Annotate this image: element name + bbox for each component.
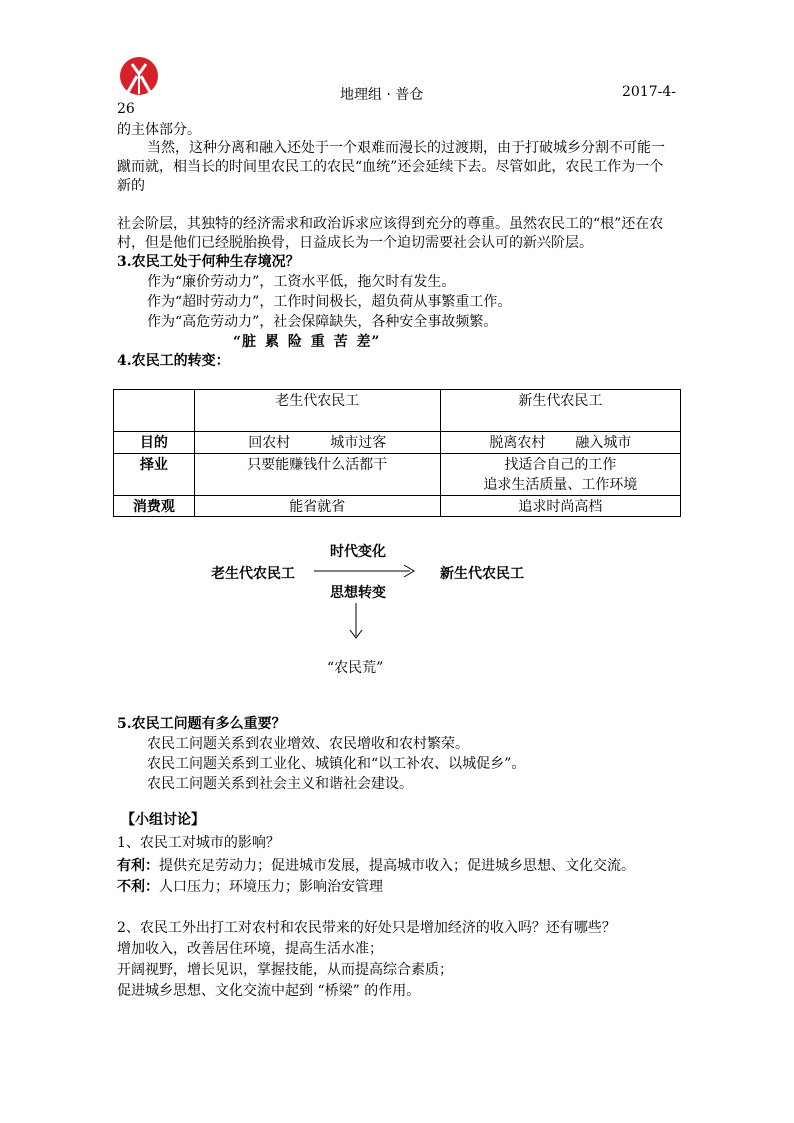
table-cell: 追求时尚高档 [440,496,680,517]
cell-text: 回农村 [248,435,291,451]
table-row [114,390,681,432]
slogan-word: 重 [310,334,326,350]
discussion-answer: 增加收入，改善居住环境，提高生活水准； [117,941,383,957]
discussion-heading: 【小组讨论】 [121,812,205,828]
para1-line6: 村，但是他们已经脱胎换骨，日益成长为一个迫切需要社会认可的新兴阶层。 [117,235,593,251]
section3-item: 作为“廉价劳动力”，工资水平低，拖欠时有发生。 [147,274,456,290]
table-cell [440,432,680,454]
discussion-pro [117,855,635,875]
slogan-word: 差” [356,334,381,350]
slogan-word: 苦 [333,334,349,350]
section5-item: 农民工问题关系到工业化、城镇化和“以工补农、以城促乡”。 [147,756,526,772]
cell-text: 脱离农村 [489,435,546,451]
table-corner-cell [114,390,195,432]
school-logo-icon [119,56,159,96]
discussion-q1: 1、农民工对城市的影响？ [117,835,280,851]
pro-text: 提供充足劳动力；促进城市发展，提高城市收入；促进城乡思想、文化交流。 [159,858,635,874]
section5-item: 农民工问题关系到农业增效、农民增收和农村繁荣。 [147,736,469,752]
discussion-con [117,876,383,896]
slogan-word: “脏 [233,334,258,350]
cell-text: 追求生活质量、工作环境 [483,477,638,493]
con-text: 人口压力；环境压力；影响治安管理 [159,879,383,895]
para1-line4: 新的 [117,178,145,194]
flow-result: “农民荒” [327,660,384,676]
table-header-old: 老生代农民工 [194,390,440,432]
para1-line3: 蹴而就，相当长的时间里农民工的农民“血统”还会延续下去。尽管如此，农民工作为一个 [117,159,664,175]
cell-text: 城市过客 [330,435,387,451]
section3-item: 作为“超时劳动力”，工作时间极长，超负荷从事繁重工作。 [147,294,512,310]
pro-label: 有利： [117,858,159,874]
table-row [114,496,681,517]
slogan-word: 险 [287,334,303,350]
slogan [233,331,383,351]
table-cell [194,432,440,454]
table-row [114,432,681,454]
header-date-wrap: 26 [117,101,135,117]
discussion-q2: 2、农民工外出打工对农村和农民带来的好处只是增加经济的收入吗？还有哪些？ [117,920,616,936]
table-cell: 只要能赚钱什么活都干 [194,454,440,496]
discussion-answer: 促进城乡思想、文化交流中起到 “桥梁” 的作用。 [117,983,421,999]
flow-label-top: 时代变化 [330,544,386,560]
section5-item: 农民工问题关系到社会主义和谐社会建设。 [147,776,413,792]
flow-arrow-down-icon [346,602,366,642]
para1-line5: 社会阶层，其独特的经济需求和政治诉求应该得到充分的尊重。虽然农民工的“根”还在农 [117,216,664,232]
row-label: 择业 [114,454,195,496]
section3-item: 作为“高危劳动力”，社会保障缺失，各种安全事故频繁。 [147,314,498,330]
table-cell [440,454,680,496]
flow-label-bottom: 思想转变 [330,585,386,601]
para1-line1: 的主体部分。 [117,122,201,138]
header-title: 地理组 · 普仓 [340,87,424,103]
flow-node-old: 老生代农民工 [211,566,295,582]
con-label: 不利： [117,879,159,895]
row-label: 目的 [114,432,195,454]
para1-line2: 当然，这种分离和融入还处于一个艰难而漫长的过渡期，由于打破城乡分割不可能一 [147,140,665,156]
section4-heading: 4.农民工的转变： [117,353,230,369]
table-row [114,454,681,496]
section5-heading: 5.农民工问题有多么重要？ [117,716,286,732]
discussion-answer: 开阔视野，增长见识，掌握技能，从而提高综合素质； [117,962,453,978]
table-header-new: 新生代农民工 [440,390,680,432]
section3-heading: 3.农民工处于何种生存境况？ [117,254,300,270]
flow-node-new: 新生代农民工 [440,566,524,582]
flow-arrow-right-icon [310,562,420,582]
comparison-table [113,389,681,517]
table-cell: 能省就省 [194,496,440,517]
row-label: 消费观 [114,496,195,517]
cell-text: 找适合自己的工作 [504,457,617,473]
cell-text: 融入城市 [575,435,632,451]
slogan-word: 累 [264,334,280,350]
header-date: 2017-4- [622,84,676,100]
